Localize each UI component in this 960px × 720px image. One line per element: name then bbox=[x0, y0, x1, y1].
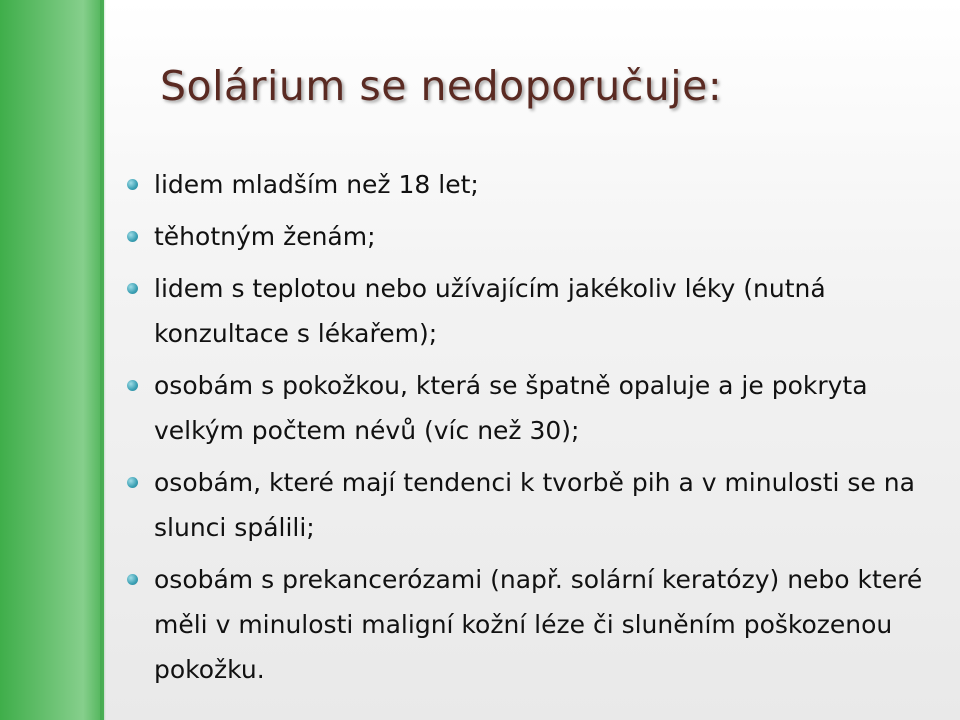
list-item bbox=[126, 460, 926, 550]
bullet-dot-icon bbox=[127, 231, 138, 242]
bullet-text: osobám s pokožkou, která se špatně opaluje a je pokryta velkým počtem névů (víc než 30); bbox=[154, 371, 868, 445]
bullet-text: těhotným ženám; bbox=[154, 222, 376, 251]
bullet-dot-icon bbox=[127, 574, 138, 585]
bullet-dot-icon bbox=[127, 380, 138, 391]
bullet-list bbox=[126, 162, 926, 699]
list-item bbox=[126, 557, 926, 692]
list-item bbox=[126, 162, 926, 207]
list-item bbox=[126, 363, 926, 453]
slide-title: Solárium se nedoporučuje: bbox=[160, 62, 723, 110]
bullet-text: osobám s prekancerózami (např. solární keratózy) nebo které měli v minulosti maligní kožní léze či sluněním poškozenou pokožku. bbox=[154, 565, 923, 684]
list-item bbox=[126, 266, 926, 356]
bullet-dot-icon bbox=[127, 179, 138, 190]
bullet-dot-icon bbox=[127, 283, 138, 294]
bullet-text: osobám, které mají tendenci k tvorbě pih a v minulosti se na slunci spálili; bbox=[154, 468, 915, 542]
green-side-bar bbox=[0, 0, 104, 720]
bullet-text: lidem mladším než 18 let; bbox=[154, 170, 479, 199]
list-item bbox=[126, 214, 926, 259]
bullet-dot-icon bbox=[127, 477, 138, 488]
bullet-text: lidem s teplotou nebo užívajícím jakékoliv léky (nutná konzultace s lékařem); bbox=[154, 274, 826, 348]
side-bar-edge bbox=[100, 0, 106, 720]
